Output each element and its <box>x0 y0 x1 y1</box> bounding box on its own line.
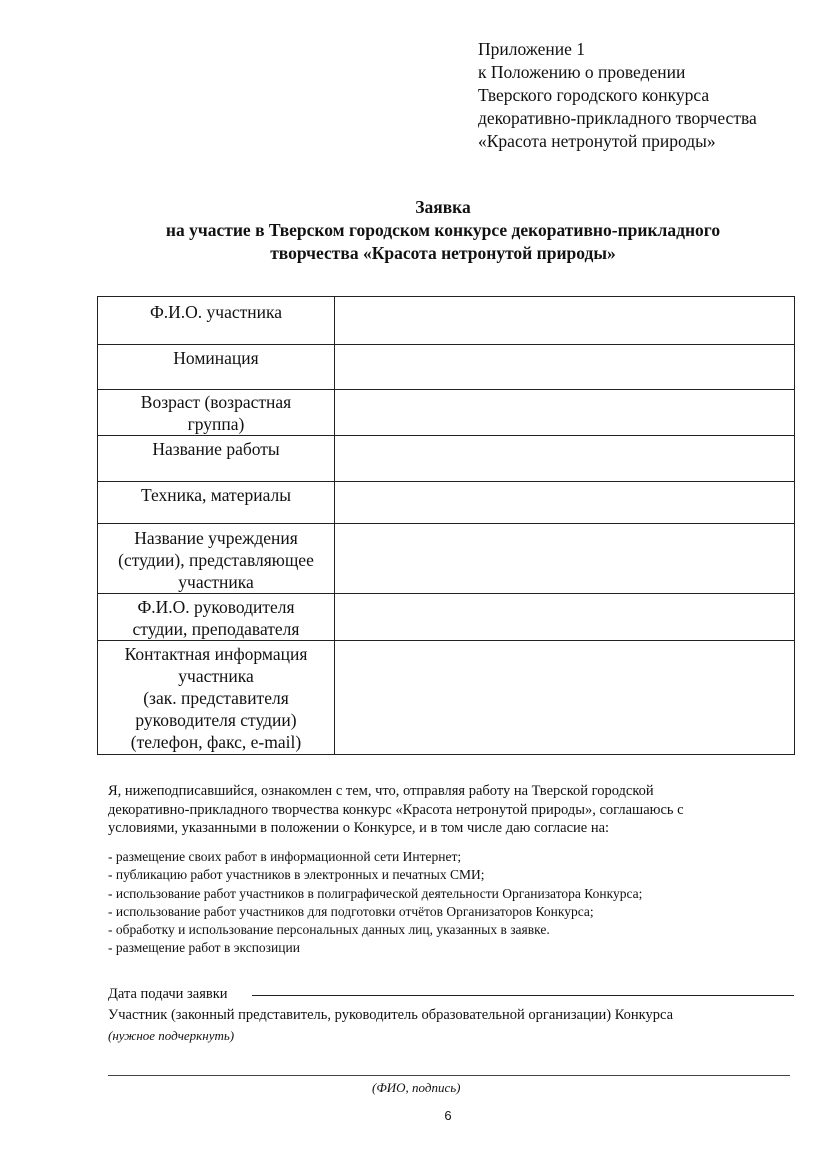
label-line: (зак. представителя <box>143 688 289 708</box>
form-row <box>98 390 795 436</box>
label-line: (телефон, факс, e-mail) <box>130 732 302 752</box>
submission-date-label: Дата подачи заявки <box>108 986 228 1002</box>
underline-hint: (нужное подчеркнуть) <box>108 1028 235 1043</box>
label-line: руководителя студии) <box>135 710 297 730</box>
participant-role-text: Участник (законный представитель, руководитель образовательной организации) Конкурса <box>108 1007 674 1023</box>
consent-line: декоративно-прикладного творчества конкурс «Красота нетронутой природы», соглашаюсь с <box>108 801 684 818</box>
label-line: Техника, материалы <box>140 485 291 505</box>
form-row-label <box>98 297 335 345</box>
appendix-line: декоративно-прикладного творчества <box>478 108 757 128</box>
appendix-line: Приложение 1 <box>478 39 586 59</box>
label-line: участника <box>178 666 254 686</box>
signature-line[interactable] <box>108 1075 790 1076</box>
form-row-label <box>98 482 335 524</box>
label-line: студии, преподавателя <box>132 619 300 639</box>
label-line: участника <box>178 572 254 592</box>
age-group-field[interactable] <box>335 390 795 436</box>
list-item: - обработку и использование персональных данных лиц, указанных в заявке. <box>108 922 550 938</box>
form-row-label <box>98 594 335 641</box>
appendix-line: к Положению о проведении <box>478 62 686 82</box>
consent-line: Я, нижеподписавшийся, ознакомлен с тем, что, отправляя работу на Тверской городской <box>108 783 654 799</box>
consent-list <box>108 848 798 958</box>
page-number: 6 <box>444 1108 452 1123</box>
form-row-label <box>98 641 335 755</box>
contact-info-field[interactable] <box>335 641 795 755</box>
label-line: Ф.И.О. руководителя <box>137 597 295 617</box>
label-line: Контактная информация <box>124 644 308 664</box>
form-row <box>98 524 795 594</box>
submission-date-line[interactable] <box>252 995 794 996</box>
nomination-field[interactable] <box>335 345 795 390</box>
label-line: (студии), представляющее <box>118 550 314 570</box>
label-line: Название учреждения <box>134 528 298 548</box>
label-line: Номинация <box>173 348 259 368</box>
technique-materials-field[interactable] <box>335 482 795 524</box>
supervisor-field[interactable] <box>335 594 795 641</box>
label-line: Название работы <box>152 439 280 459</box>
form-row <box>98 482 795 524</box>
list-item: - использование работ участников для подготовки отчётов Организаторов Конкурса; <box>108 903 594 919</box>
form-row-label <box>98 345 335 390</box>
appendix-header <box>478 38 757 153</box>
list-item: - размещение работ в экспозиции <box>108 940 300 956</box>
institution-field[interactable] <box>335 524 795 594</box>
appendix-line: «Красота нетронутой природы» <box>478 131 716 151</box>
work-title-field[interactable] <box>335 436 795 482</box>
title-line: Заявка <box>415 197 471 217</box>
participant-name-field[interactable] <box>335 297 795 345</box>
label-line: Ф.И.О. участника <box>149 302 283 322</box>
form-row <box>98 594 795 641</box>
consent-line: условиями, указанными в положении о Конкурсе, и в том числе даю согласие на: <box>108 820 610 836</box>
appendix-line: Тверского городского конкурса <box>478 85 710 105</box>
list-item: - использование работ участников в полиграфической деятельности Организатора Конкурса; <box>108 885 643 901</box>
title-line: творчества «Красота нетронутой природы» <box>270 243 616 263</box>
list-item: - публикацию работ участников в электронных и печатных СМИ; <box>108 867 485 883</box>
application-form-table <box>97 296 795 755</box>
form-row-label <box>98 436 335 482</box>
title-line: на участие в Тверском городском конкурсе декоративно-прикладного <box>165 220 721 240</box>
label-line: Возраст (возрастная <box>140 392 292 412</box>
label-line: группа) <box>187 414 245 434</box>
signature-caption: (ФИО, подпись) <box>372 1080 461 1095</box>
list-item: - размещение своих работ в информационной сети Интернет; <box>108 849 462 864</box>
form-row-label <box>98 390 335 436</box>
document-title <box>0 196 826 265</box>
consent-paragraph <box>108 782 798 838</box>
form-row <box>98 641 795 755</box>
form-row <box>98 436 795 482</box>
form-row-label <box>98 524 335 594</box>
form-row <box>98 345 795 390</box>
form-row <box>98 297 795 345</box>
